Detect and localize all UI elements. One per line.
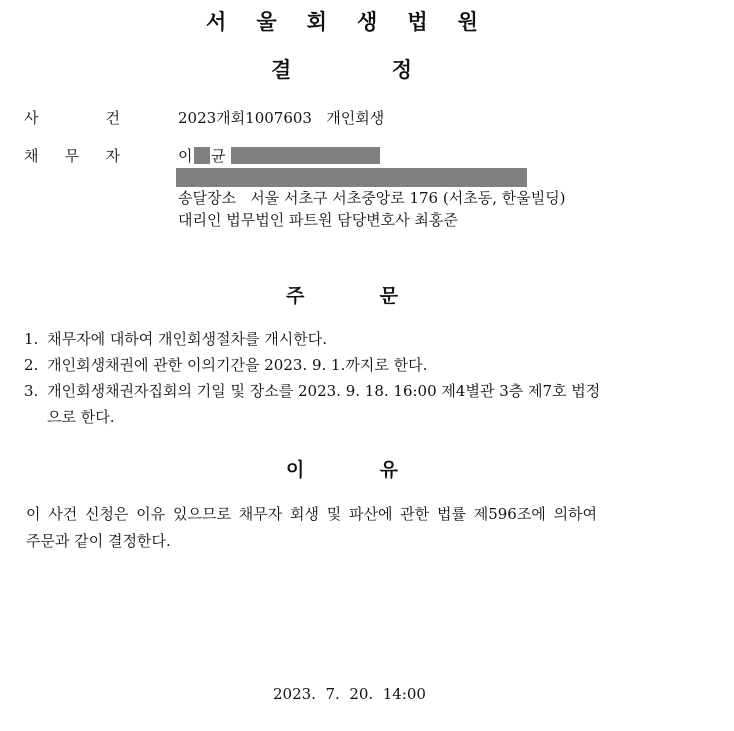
decision-datetime: 2023. 7. 20. 14:00 xyxy=(273,685,426,703)
order-item-text: 개인회생채권에 관한 이의기간을 2023. 9. 1.까지로 한다. xyxy=(47,356,428,374)
order-item-2 xyxy=(24,355,427,375)
order-item-text: 개인회생채권자집회의 기일 및 장소를 2023. 9. 18. 16:00 제4별관 3층 제7호 법정 xyxy=(47,382,601,400)
order-heading-char: 문 xyxy=(379,285,398,307)
case-label-char: 건 xyxy=(105,109,120,127)
debtor-label-char: 무 xyxy=(64,147,80,165)
case-label xyxy=(24,108,120,128)
reason-line-2: 주문과 같이 결정한다. xyxy=(26,532,171,550)
order-item-3 xyxy=(24,381,664,401)
court-title-char: 법 xyxy=(407,10,428,34)
court-title-char: 서 xyxy=(206,10,227,34)
debtor-name-redaction xyxy=(194,147,210,164)
order-item-3-continuation: 으로 한다. xyxy=(47,408,115,426)
reason-heading-char: 유 xyxy=(379,459,398,481)
case-number: 2023개회1007603 개인회생 xyxy=(178,109,385,127)
reason-heading-char: 이 xyxy=(286,459,305,481)
order-item-text: 채무자에 대하여 개인회생절차를 개시한다. xyxy=(47,330,327,348)
debtor-id-redaction xyxy=(231,147,380,164)
debtor-name-last: 균 xyxy=(211,147,226,165)
debtor-label-char: 자 xyxy=(105,147,120,165)
order-item-number: 3. xyxy=(24,382,39,400)
order-heading xyxy=(286,281,398,308)
debtor-label-char: 채 xyxy=(24,147,39,165)
debtor-name-first: 이 xyxy=(178,147,193,165)
order-item-1 xyxy=(24,329,327,349)
order-item-number: 1. xyxy=(24,330,39,348)
debtor-label xyxy=(24,146,120,166)
debtor-address-redaction xyxy=(176,168,527,187)
document-type-title xyxy=(271,54,412,84)
court-title-char: 회 xyxy=(306,10,327,34)
service-address: 송달장소 서울 서초구 서초중앙로 176 (서초동, 한울빌딩) xyxy=(178,189,566,207)
document-type-char: 결 xyxy=(271,58,292,82)
order-item-number: 2. xyxy=(24,356,39,374)
legal-agent: 대리인 법무법인 파트원 담당변호사 최홍준 xyxy=(178,211,458,229)
order-heading-char: 주 xyxy=(286,285,305,307)
case-label-char: 사 xyxy=(24,109,39,127)
document-type-char: 정 xyxy=(391,58,412,82)
reason-line-1: 이 사건 신청은 이유 있으므로 채무자 회생 및 파산에 관한 법률 제596조에 의하여 xyxy=(26,505,598,523)
court-title xyxy=(206,6,478,36)
reason-heading xyxy=(286,455,398,482)
court-title-char: 원 xyxy=(457,10,478,34)
court-title-char: 생 xyxy=(356,10,378,34)
court-title-char: 울 xyxy=(256,10,277,34)
